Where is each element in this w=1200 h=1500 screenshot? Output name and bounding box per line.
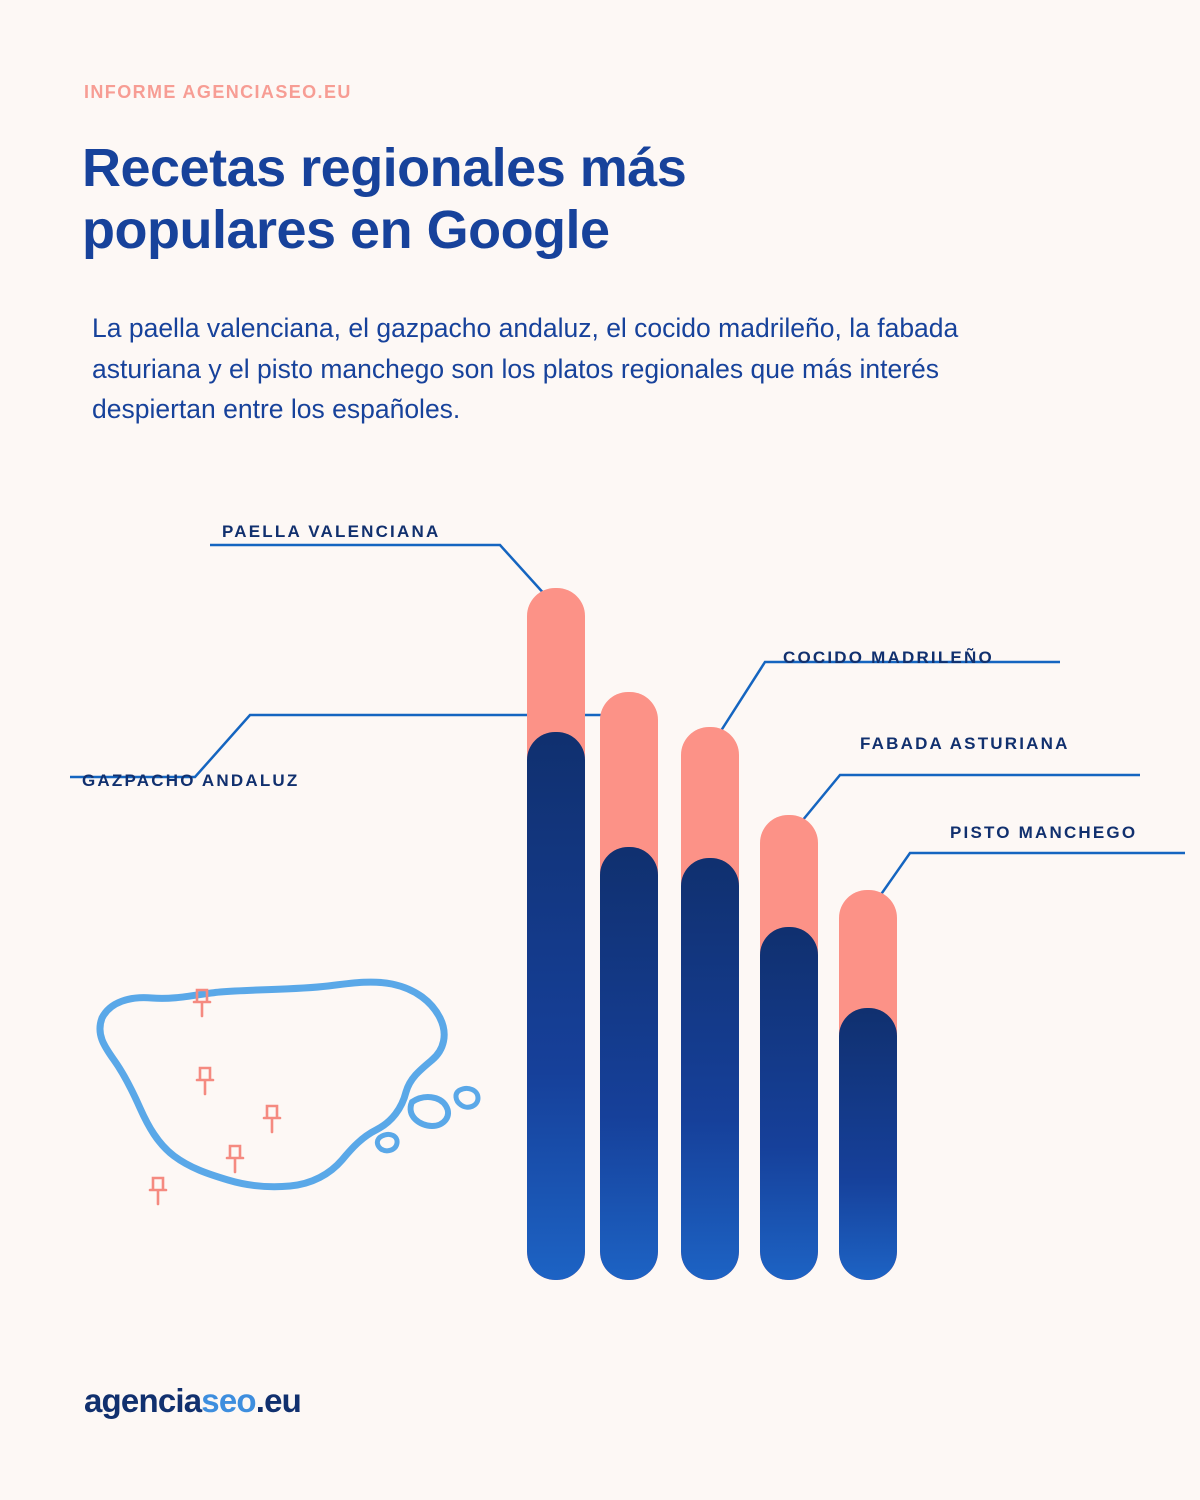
- map-pin-4: [227, 1146, 243, 1172]
- bar-label-gazpacho: GAZPACHO ANDALUZ: [82, 771, 300, 790]
- bar-cocido: [681, 727, 739, 1280]
- island-ibiza: [377, 1134, 397, 1150]
- bar-gazpacho: [600, 692, 658, 1280]
- kicker-text: INFORME AGENCIASEO.EU: [84, 82, 352, 102]
- spain-outline: [100, 982, 444, 1187]
- bar-label-cocido: COCIDO MADRILEÑO: [783, 648, 994, 667]
- bar-fabada: [760, 815, 818, 1280]
- map-pin-3: [264, 1106, 280, 1132]
- logo-eu: .eu: [255, 1382, 302, 1419]
- bar-label-fabada: FABADA ASTURIANA: [860, 734, 1070, 753]
- island-mallorca: [411, 1097, 448, 1126]
- logo-agencia: agencia: [84, 1382, 202, 1419]
- logo-seo: seo: [201, 1382, 256, 1419]
- connector-paella: [210, 545, 556, 607]
- map-pin-5: [150, 1178, 166, 1204]
- page-subtitle: La paella valenciana, el gazpacho andaluz, el cocido madrileño, la fabada asturiana y el pisto manchego son los platos regionales que más interés despiertan entre los españoles.: [92, 313, 959, 425]
- island-menorca: [456, 1088, 478, 1107]
- page-title: Recetas regionales más populares en Google: [82, 138, 687, 260]
- bar-paella: [527, 588, 585, 1280]
- bar-pisto: [839, 890, 897, 1280]
- spain-map: [80, 940, 500, 1240]
- map-pin-2: [197, 1068, 213, 1094]
- footer-logo[interactable]: [84, 1382, 301, 1420]
- bar-label-pisto: PISTO MANCHEGO: [950, 823, 1138, 842]
- bar-label-paella: PAELLA VALENCIANA: [222, 522, 441, 541]
- connector-pisto: [868, 853, 1185, 913]
